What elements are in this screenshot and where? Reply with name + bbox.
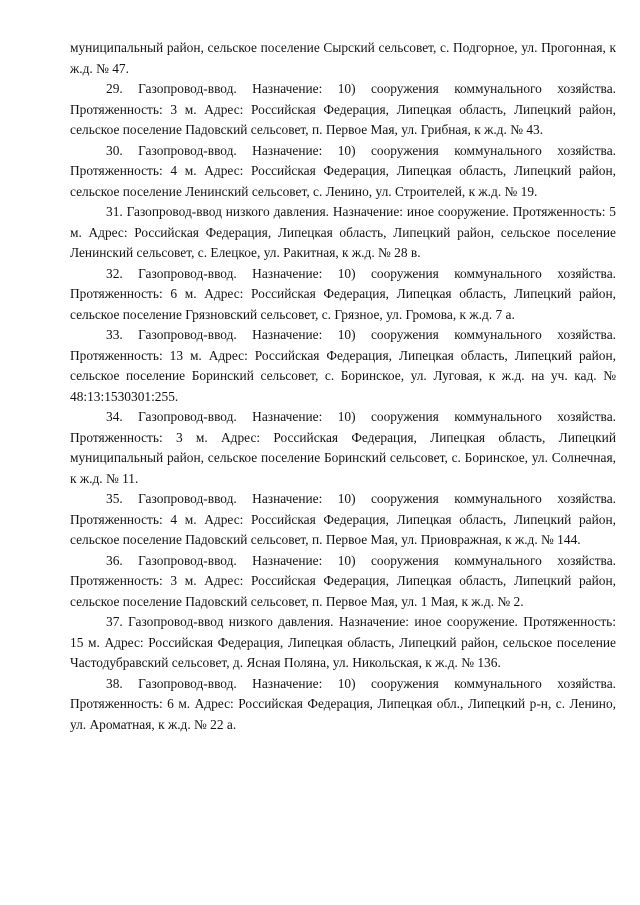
paragraph-continuation: муниципальный район, сельское поселение Сырский сельсовет, с. Подгорное, ул. Прогонная, к ж.д. № 47. bbox=[70, 40, 616, 76]
list-item-36: 36. Газопровод-ввод. Назначение: 10) сооружения коммунального хозяйства. Протяженность: 3 м. Адрес: Российская Федерация, Липецкая область, Липецкий район, сельское поселение Падовский сельсовет, п. Первое Мая, ул. 1 Мая, к ж.д. № 2. bbox=[70, 552, 616, 609]
list-item-38: 38. Газопровод-ввод. Назначение: 10) сооружения коммунального хозяйства. Протяженность: 6 м. Адрес: Российская Федерация, Липецкая обл., Липецкий р-н, с. Ленино, ул. Ароматная, к ж.д. № 22 а. bbox=[70, 675, 616, 732]
list-item-29: 29. Газопровод-ввод. Назначение: 10) сооружения коммунального хозяйства. Протяженность: 3 м. Адрес: Российская Федерация, Липецкая область, Липецкий район, сельское поселение Падовский сельсовет, п. Первое Мая, ул. Грибная, к ж.д. № 43. bbox=[70, 81, 616, 137]
list-item-34: 34. Газопровод-ввод. Назначение: 10) сооружения коммунального хозяйства. Протяженность: 3 м. Адрес: Российская Федерация, Липецкая область, Липецкий муниципальный район, сельское поселение Боринский сельсовет, с. Боринское, ул. Солнечная, к ж.д. № 11. bbox=[70, 409, 616, 486]
list-item-30: 30. Газопровод-ввод. Назначение: 10) сооружения коммунального хозяйства. Протяженность: 4 м. Адрес: Российская Федерация, Липецкая область, Липецкий район, сельское поселение Ленинский сельсовет, с. Ленино, ул. Строителей, к ж.д. № 19. bbox=[70, 142, 616, 199]
document-page bbox=[70, 38, 616, 735]
list-item-37: 37. Газопровод-ввод низкого давления. Назначение: иное сооружение. Протяженность: 15 м. Адрес: Российская Федерация, Липецкая область, Липецкий район, сельское поселение Частодубравский сельсовет, д. Ясная Поляна, ул. Никольская, к ж.д. № 136. bbox=[70, 614, 616, 670]
list-item-35: 35. Газопровод-ввод. Назначение: 10) сооружения коммунального хозяйства. Протяженность: 4 м. Адрес: Российская Федерация, Липецкая область, Липецкий район, сельское поселение Падовский сельсовет, п. Первое Мая, ул. Приовражная, к ж.д. № 144. bbox=[70, 491, 616, 547]
list-item-31: 31. Газопровод-ввод низкого давления. Назначение: иное сооружение. Протяженность: 5 м. Адрес: Российская Федерация, Липецкая область, Липецкий район, сельское поселение Ленинский сельсовет, с. Елецкое, ул. Ракитная, к ж.д. № 28 в. bbox=[70, 204, 616, 260]
list-item-32: 32. Газопровод-ввод. Назначение: 10) сооружения коммунального хозяйства. Протяженность: 6 м. Адрес: Российская Федерация, Липецкая область, Липецкий район, сельское поселение Грязновский сельсовет, с. Грязное, ул. Громова, к ж.д. 7 а. bbox=[70, 265, 616, 322]
list-item-33: 33. Газопровод-ввод. Назначение: 10) сооружения коммунального хозяйства. Протяженность: 13 м. Адрес: Российская Федерация, Липецкая область, Липецкий район, сельское поселение Боринский сельсовет, с. Боринское, ул. Луговая, к ж.д. на уч. кад. № 48:13:1530301:255. bbox=[70, 327, 616, 404]
